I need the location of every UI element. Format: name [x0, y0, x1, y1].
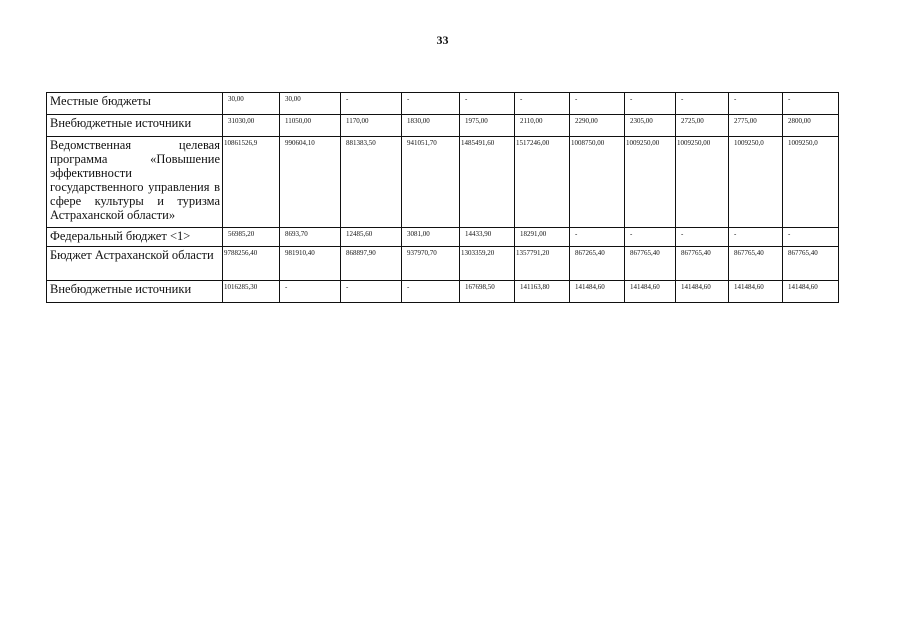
- table-cell: 941051,70: [402, 137, 460, 228]
- table-cell: 18291,00: [515, 228, 570, 247]
- table-row: [47, 247, 839, 281]
- table-cell: 31030,00: [223, 115, 280, 137]
- table-cell: 1975,00: [460, 115, 515, 137]
- table-cell: 1009250,00: [676, 137, 729, 228]
- table-cell: 867765,40: [729, 247, 783, 281]
- table-cell: -: [280, 281, 341, 303]
- table-cell: -: [676, 228, 729, 247]
- table-cell: -: [729, 93, 783, 115]
- table-cell: 3081,00: [402, 228, 460, 247]
- table-cell: 141484,60: [570, 281, 625, 303]
- table-cell: 9788256,40: [223, 247, 280, 281]
- table-cell: 867765,40: [783, 247, 839, 281]
- table-cell: -: [570, 228, 625, 247]
- table-cell: 56985,20: [223, 228, 280, 247]
- table-cell: 1009250,0: [783, 137, 839, 228]
- table-cell: -: [625, 93, 676, 115]
- table-cell: -: [341, 93, 402, 115]
- budget-table-body: [47, 93, 839, 303]
- table-cell: 12485,60: [341, 228, 402, 247]
- table-cell: 1009250,0: [729, 137, 783, 228]
- table-row: [47, 115, 839, 137]
- table-cell: -: [341, 281, 402, 303]
- table-cell: 11050,00: [280, 115, 341, 137]
- table-cell: 30,00: [280, 93, 341, 115]
- table-cell: 2775,00: [729, 115, 783, 137]
- table-cell: 14433,90: [460, 228, 515, 247]
- table-row: [47, 228, 839, 247]
- table-cell: -: [783, 93, 839, 115]
- table-cell: 1170,00: [341, 115, 402, 137]
- table-cell: 867265,40: [570, 247, 625, 281]
- table-cell: 2800,00: [783, 115, 839, 137]
- table-cell: 30,00: [223, 93, 280, 115]
- table-cell: 2725,00: [676, 115, 729, 137]
- table-cell: 141484,60: [625, 281, 676, 303]
- table-cell: 867765,40: [676, 247, 729, 281]
- table-cell: -: [460, 93, 515, 115]
- table-cell: 2290,00: [570, 115, 625, 137]
- table-cell: 937970,70: [402, 247, 460, 281]
- table-cell: 867765,40: [625, 247, 676, 281]
- table-cell: 1016285,30: [223, 281, 280, 303]
- table-cell: 1008750,00: [570, 137, 625, 228]
- table-cell: 981910,40: [280, 247, 341, 281]
- table-cell: 10861526,9: [223, 137, 280, 228]
- table-cell: 1517246,00: [515, 137, 570, 228]
- table-cell: 141484,60: [729, 281, 783, 303]
- table-row: [47, 137, 839, 228]
- table-cell: -: [625, 228, 676, 247]
- table-cell: 2110,00: [515, 115, 570, 137]
- table-cell: 1009250,00: [625, 137, 676, 228]
- table-cell: -: [783, 228, 839, 247]
- table-cell: 868897,90: [341, 247, 402, 281]
- table-cell: 881383,50: [341, 137, 402, 228]
- table-cell: -: [570, 93, 625, 115]
- table-cell: 1830,00: [402, 115, 460, 137]
- table-cell: -: [515, 93, 570, 115]
- table-cell: -: [402, 93, 460, 115]
- row-label: Федеральный бюджет <1>: [47, 228, 223, 247]
- table-cell: 1485491,60: [460, 137, 515, 228]
- table-cell: -: [729, 228, 783, 247]
- table-cell: 990604,10: [280, 137, 341, 228]
- table-cell: 141484,60: [676, 281, 729, 303]
- table-row: [47, 93, 839, 115]
- row-label: Внебюджетные источники: [47, 281, 223, 303]
- table-cell: 141163,80: [515, 281, 570, 303]
- row-label: Местные бюджеты: [47, 93, 223, 115]
- table-cell: 8693,70: [280, 228, 341, 247]
- table-cell: 167698,50: [460, 281, 515, 303]
- table-cell: 1303359,20: [460, 247, 515, 281]
- table-cell: 2305,00: [625, 115, 676, 137]
- budget-table: [46, 92, 839, 303]
- table-cell: 141484,60: [783, 281, 839, 303]
- page-number: 33: [436, 33, 449, 47]
- table-cell: -: [402, 281, 460, 303]
- row-label: Бюджет Астраханской области: [47, 247, 223, 281]
- row-label: Внебюджетные источники: [47, 115, 223, 137]
- table-row: [47, 281, 839, 303]
- table-cell: -: [676, 93, 729, 115]
- table-cell: 1357791,20: [515, 247, 570, 281]
- row-label: Ведомственная целевая программа «Повышение эффективности государственного управления в сфере культуры и туризма Астраханской области»: [47, 137, 223, 228]
